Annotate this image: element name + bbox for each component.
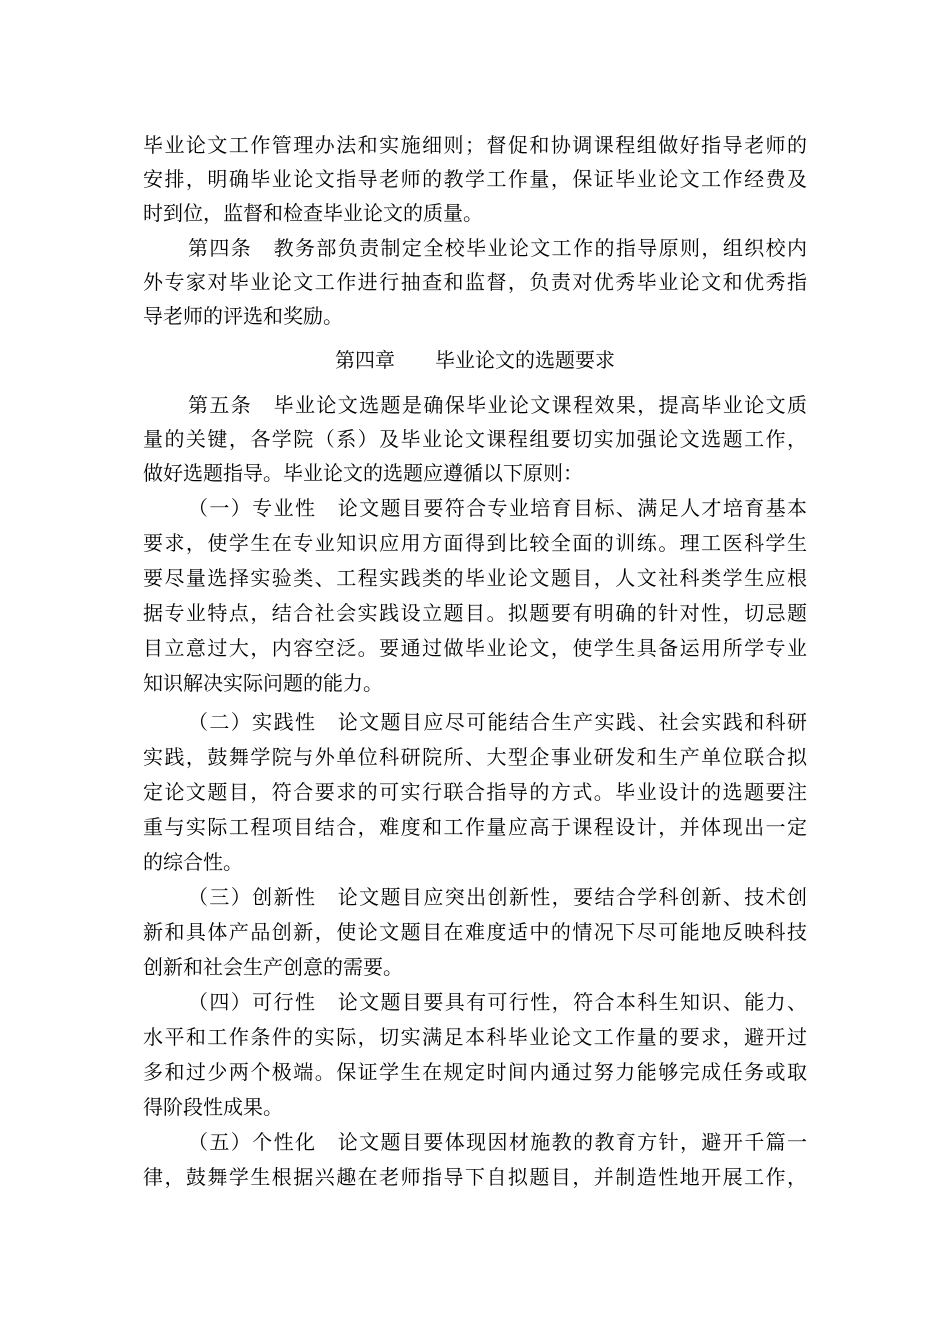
text-line: 新和具体产品创新，使论文题目在难度适中的情况下尽可能地反映科技: [143, 920, 807, 944]
text-line: 定论文题目，符合要求的可实行联合指导的方式。毕业设计的选题要注: [143, 780, 807, 804]
text-line: 毕业论文工作管理办法和实施细则；督促和协调课程组做好指导老师的: [143, 133, 807, 157]
text-line: 目立意过大，内容空泛。要通过做毕业论文，使学生具备运用所学专业: [143, 636, 807, 660]
item-5-first-line: （五）个性化 论文题目要体现因材施教的教育方针，避开千篇一: [188, 1130, 807, 1154]
text-line: 知识解决实际问题的能力。: [143, 671, 383, 695]
text-line: 导老师的评选和奖励。: [143, 304, 343, 328]
text-line: 安排，明确毕业论文指导老师的教学工作量，保证毕业论文工作经费及: [143, 167, 807, 191]
text-line: 量的关键，各学院（系）及毕业论文课程组要切实加强论文选题工作，: [143, 427, 807, 451]
text-line: 据专业特点，结合社会实践设立题目。拟题要有明确的针对性，切忌题: [143, 601, 807, 625]
text-line: 外专家对毕业论文工作进行抽查和监督，负责对优秀毕业论文和优秀指: [143, 270, 807, 294]
item-3-first-line: （三）创新性 论文题目应突出创新性，要结合学科创新、技术创: [188, 885, 807, 909]
text-line: 的综合性。: [143, 850, 243, 874]
text-line: 创新和社会生产创意的需要。: [143, 955, 403, 979]
text-line: 时到位，监督和检查毕业论文的质量。: [143, 201, 483, 225]
text-line: 律，鼓舞学生根据兴趣在老师指导下自拟题目，并制造性地开展工作，: [143, 1165, 807, 1189]
chapter-heading: 第四章 毕业论文的选题要求: [335, 348, 615, 372]
text-line: 水平和工作条件的实际，切实满足本科毕业论文工作量的要求，避开过: [143, 1025, 807, 1049]
item-1-first-line: （一）专业性 论文题目要符合专业培育目标、满足人才培育基本: [188, 496, 807, 520]
text-line: 实践，鼓舞学院与外单位科研院所、大型企事业研发和生产单位联合拟: [143, 745, 807, 769]
item-4-first-line: （四）可行性 论文题目要具有可行性，符合本科生知识、能力、: [188, 990, 807, 1014]
text-line: 要尽量选择实验类、工程实践类的毕业论文题目，人文社科类学生应根: [143, 566, 807, 590]
text-line: 得阶段性成果。: [143, 1095, 283, 1119]
article-5-first-line: 第五条 毕业论文选题是确保毕业论文课程效果，提高毕业论文质: [188, 393, 807, 417]
item-2-first-line: （二）实践性 论文题目应尽可能结合生产实践、社会实践和科研: [188, 710, 807, 734]
text-line: 做好选题指导。毕业论文的选题应遵循以下原则：: [143, 461, 583, 485]
text-line: 重与实际工程项目结合，难度和工作量应高于课程设计，并体现出一定: [143, 815, 807, 839]
text-line: 要求，使学生在专业知识应用方面得到比较全面的训练。理工医科学生: [143, 531, 807, 555]
article-4-first-line: 第四条 教务部负责制定全校毕业论文工作的指导原则，组织校内: [188, 236, 807, 260]
text-line: 多和过少两个极端。保证学生在规定时间内通过努力能够完成任务或取: [143, 1060, 807, 1084]
